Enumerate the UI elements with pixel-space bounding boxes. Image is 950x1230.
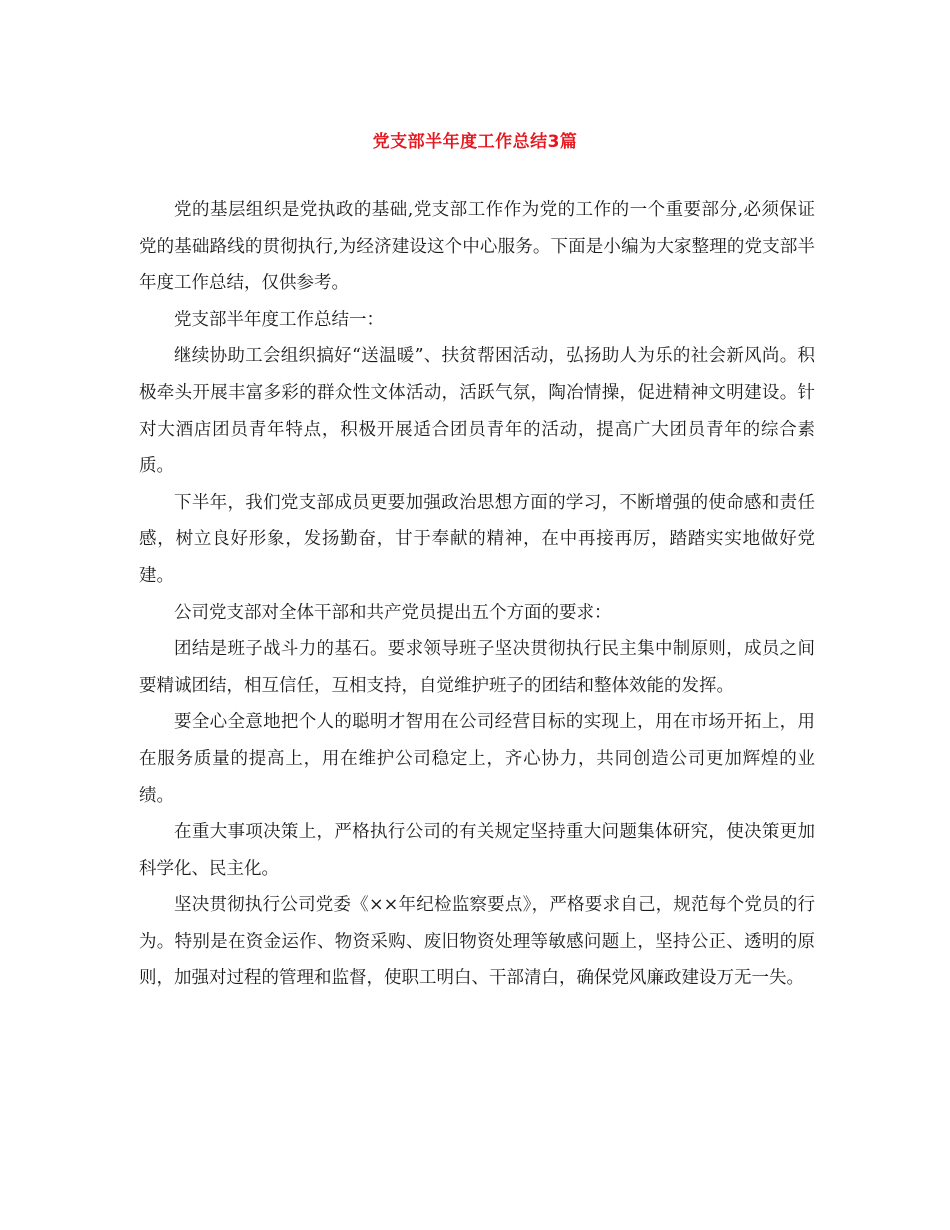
paragraph-wisdom: 要全心全意地把个人的聪明才智用在公司经营目标的实现上，用在市场开拓上，用在服务质量的提高上，用在维护公司稳定上，齐心协力，共同创造公司更加辉煌的业绩。 [139, 712, 815, 806]
paragraph-decision-making: 在重大事项决策上，严格执行公司的有关规定坚持重大问题集体研究，使决策更加科学化、民主化。 [139, 822, 815, 879]
paragraph-unity: 团结是班子战斗力的基石。要求领导班子坚决贯彻执行民主集中制原则，成员之间要精诚团结，相互信任，互相支持，自觉维护班子的团结和整体效能的发挥。 [139, 639, 815, 696]
document-title: 党支部半年度工作总结3篇 [372, 132, 578, 152]
paragraph-discipline: 坚决贯彻执行公司党委《××年纪检监察要点》，严格要求自己，规范每个党员的行为。特别是在资金运作、物资采购、废旧物资处理等敏感问题上，坚持公正、透明的原则，加强对过程的管理和监督，使职工明白、干部清白，确保党风廉政建设万无一失。 [139, 895, 815, 989]
paragraph-section-heading: 党支部半年度工作总结一： [174, 309, 384, 330]
paragraph-second-half: 下半年，我们党支部成员更要加强政治思想方面的学习，不断增强的使命感和责任感，树立良好形象，发扬勤奋，甘于奉献的精神，在中再接再厉，踏踏实实地做好党建。 [139, 492, 815, 586]
paragraph-requirements-intro: 公司党支部对全体干部和共产党员提出五个方面的要求： [174, 602, 612, 623]
paragraph-intro: 党的基层组织是党执政的基础,党支部工作作为党的工作的一个重要部分,必须保证党的基础路线的贯彻执行,为经济建设这个中心服务。下面是小编为大家整理的党支部半年度工作总结，仅供参考。 [139, 200, 815, 294]
paragraph-union-activities: 继续协助工会组织搞好“送温暖”、扶贫帮困活动，弘扬助人为乐的社会新风尚。积极牵头开展丰富多彩的群众性文体活动，活跃气氛，陶冶情操，促进精神文明建设。针对大酒店团员青年特点，积极开展适合团员青年的活动，提高广大团员青年的综合素质。 [139, 346, 815, 477]
document-body [139, 192, 815, 997]
